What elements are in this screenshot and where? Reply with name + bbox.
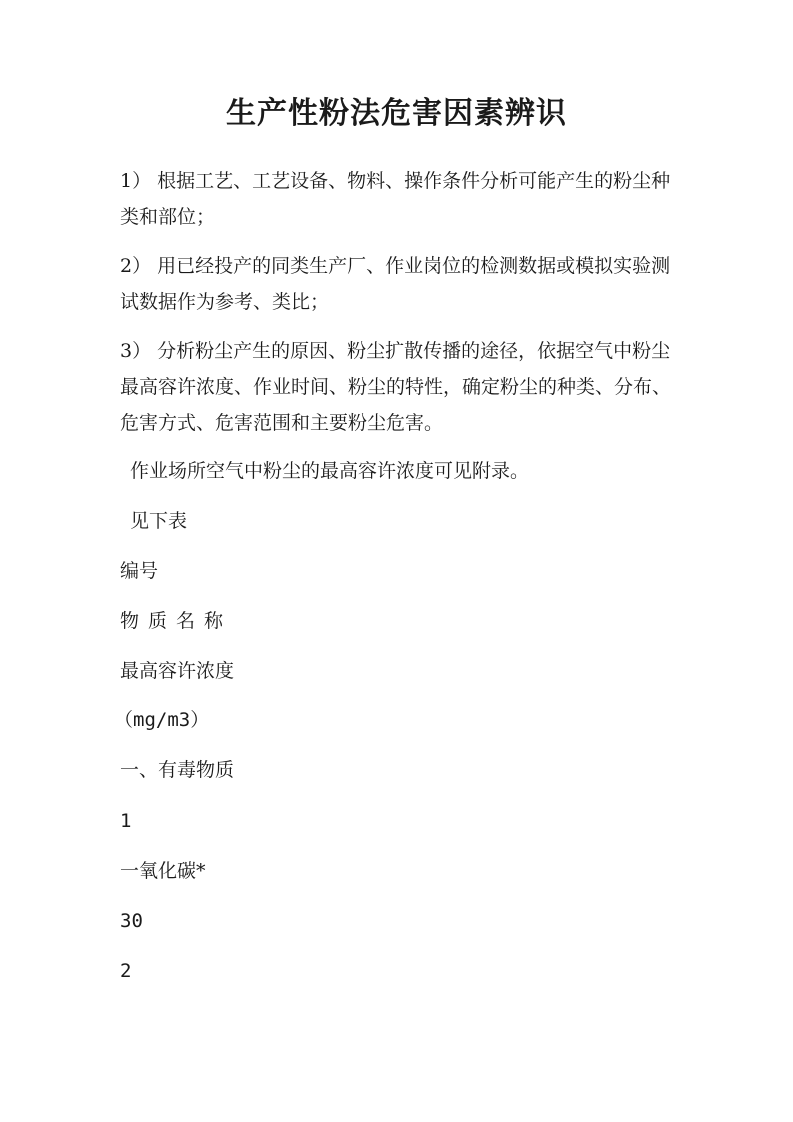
row-1-substance: 一氧化碳* — [120, 860, 206, 882]
section-heading-toxic-substances: 一、有毒物质 — [120, 759, 235, 781]
step-2-paragraph: 2） 用已经投产的同类生产厂、作业岗位的检测数据或模拟实验测试数据作为参考、类比； — [120, 255, 671, 313]
table-header-number: 编号 — [120, 560, 159, 582]
step-1-paragraph: 1） 根据工艺、工艺设备、物料、操作条件分析可能产生的粉尘种类和部位； — [120, 170, 671, 228]
table-header-max-concentration: 最高容许浓度 — [120, 660, 235, 682]
row-1-number: 1 — [120, 810, 132, 832]
see-table-text: 见下表 — [130, 510, 188, 532]
table-header-unit: （mg/m3） — [114, 709, 210, 731]
step-3-paragraph: 3） 分析粉尘产生的原因、粉尘扩散传播的途径，依据空气中粉尘最高容许浓度、作业时间、粉尘的特性，确定粉尘的种类、分布、危害方式、危害范围和主要粉尘危害。 — [120, 340, 672, 434]
table-header-substance-name: 物质名称 — [120, 610, 233, 632]
row-1-value: 30 — [120, 910, 143, 932]
row-2-number: 2 — [120, 960, 132, 982]
appendix-note: 作业场所空气中粉尘的最高容许浓度可见附录。 — [130, 460, 530, 482]
document-title: 生产性粉法危害因素辨识 — [226, 96, 567, 131]
